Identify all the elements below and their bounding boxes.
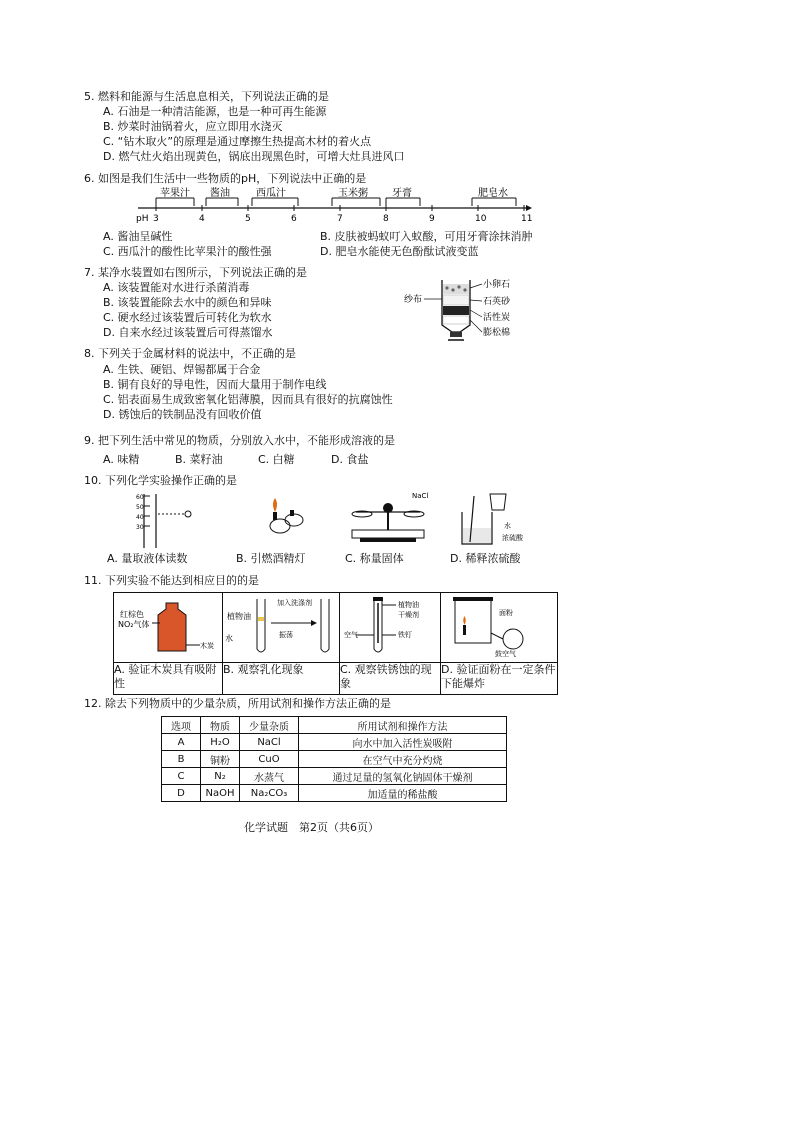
water-label: 水 bbox=[504, 522, 511, 530]
q6-option-a: A. 酱油呈碱性 bbox=[103, 230, 173, 243]
question-6-stem: 6. 如图是我们生活中一些物质的pH，下列说法中正确的是 bbox=[84, 172, 367, 185]
q10-option-a: A. 量取液体读数 bbox=[107, 552, 188, 565]
q12-cell: H₂O bbox=[201, 734, 240, 751]
question-8-stem: 8. 下列关于金属材料的说法中，不正确的是 bbox=[84, 347, 296, 360]
q5-option-d: D. 燃气灶火焰出现黄色，锅底出现黑色时，可增大灶具进风口 bbox=[103, 150, 405, 163]
gas-bottle-icon bbox=[114, 593, 222, 658]
q8-option-b: B. 铜有良好的导电性，因而大量用于制作电线 bbox=[103, 378, 327, 391]
question-10 bbox=[84, 473, 237, 488]
emulsion-tubes-icon bbox=[223, 593, 339, 658]
q12-header-method: 所用试剂和操作方法 bbox=[299, 717, 507, 734]
pebble-label: 小卵石 bbox=[483, 280, 511, 290]
table-row bbox=[162, 751, 507, 768]
q12-cell: CuO bbox=[240, 751, 299, 768]
cotton-label: 膨松棉 bbox=[483, 328, 511, 338]
substance-label-soap: 肥皂水 bbox=[478, 188, 508, 199]
q7-option-a: A. 该装置能对水进行杀菌消毒 bbox=[103, 281, 250, 294]
acid-label: 浓硫酸 bbox=[502, 534, 523, 542]
q7-option-c: C. 硬水经过该装置后可转化为软水 bbox=[103, 311, 272, 324]
quartz-label: 石英砂 bbox=[483, 297, 511, 307]
ph-tick-label: 10 bbox=[475, 214, 487, 224]
table-row bbox=[162, 768, 507, 785]
q11-caption-d: D. 验证面粉在一定条件下能爆炸 bbox=[441, 663, 558, 695]
beaker-icon bbox=[462, 494, 524, 544]
q11-cell-a-figure bbox=[114, 593, 223, 663]
layer-carbon bbox=[443, 306, 469, 315]
rust-tube-icon bbox=[340, 593, 440, 658]
ph-tick-label: 5 bbox=[245, 214, 251, 224]
ph-scale-figure bbox=[134, 186, 534, 224]
question-12 bbox=[84, 696, 391, 711]
q11c-label-nail: 铁钉 bbox=[398, 631, 412, 639]
q8-option-c: C. 铝表面易生成致密氧化铝薄膜，因而具有很好的抗腐蚀性 bbox=[103, 393, 393, 406]
question-10-stem: 10. 下列化学实验操作正确的是 bbox=[84, 474, 237, 487]
question-12-stem: 12. 除去下列物质中的少量杂质，所用试剂和操作方法正确的是 bbox=[84, 697, 391, 710]
ph-tick-label: 4 bbox=[199, 214, 205, 224]
q10-option-c: C. 称量固体 bbox=[345, 552, 404, 565]
q12-cell: 通过足量的氢氧化钠固体干燥剂 bbox=[299, 768, 507, 785]
q5-option-b: B. 炒菜时油锅着火，应立即用水浇灭 bbox=[103, 120, 283, 133]
q11-cell-c-figure bbox=[340, 593, 441, 663]
table-row bbox=[162, 734, 507, 751]
layer-cotton bbox=[443, 316, 469, 324]
q11-cell-d-figure bbox=[441, 593, 558, 663]
q9-option-c: C. 白糖 bbox=[258, 453, 295, 466]
flour-explosion-icon bbox=[441, 593, 557, 658]
cyl-tick-60: 60 bbox=[136, 494, 144, 501]
q11-caption-b: B. 观察乳化现象 bbox=[223, 663, 340, 695]
q8-option-d: D. 锈蚀后的铁制品没有回收价值 bbox=[103, 408, 262, 421]
q12-cell: A bbox=[162, 734, 201, 751]
q11d-label-flour: 面粉 bbox=[499, 609, 513, 617]
q12-cell: D bbox=[162, 785, 201, 802]
ph-tick-label: 11 bbox=[521, 214, 533, 224]
cyl-tick-30: 30 bbox=[136, 524, 144, 531]
cyl-tick-40: 40 bbox=[136, 514, 144, 521]
ph-tick-label: 3 bbox=[153, 214, 159, 224]
question-11 bbox=[84, 573, 259, 588]
nacl-label: NaCl bbox=[412, 492, 429, 500]
q11b-label-detergent: 加入洗涤剂 bbox=[277, 599, 312, 607]
q12-header-substance: 物质 bbox=[201, 717, 240, 734]
q11c-label-air: 空气 bbox=[344, 631, 358, 639]
ph-axis-label: pH bbox=[136, 214, 149, 224]
q12-cell: 在空气中充分灼烧 bbox=[299, 751, 507, 768]
q6-option-b: B. 皮肤被蚂蚁叮入蚁酸，可用牙膏涂抹消肿 bbox=[320, 230, 533, 243]
q12-cell: NaCl bbox=[240, 734, 299, 751]
q10-figures bbox=[130, 490, 530, 550]
q12-cell: C bbox=[162, 768, 201, 785]
cyl-tick-50: 50 bbox=[136, 504, 144, 511]
q7-option-d: D. 自来水经过该装置后可得蒸馏水 bbox=[103, 326, 273, 339]
page-footer: 化学试题 第2页（共6页） bbox=[244, 821, 379, 834]
question-5 bbox=[84, 89, 329, 104]
q11b-label-shake: 振荡 bbox=[279, 631, 293, 639]
q10-option-d: D. 稀释浓硫酸 bbox=[450, 552, 521, 565]
question-7-stem: 7. 某净水装置如右图所示，下列说法正确的是 bbox=[84, 266, 307, 279]
q8-option-a: A. 生铁、硬铝、焊锡都属于合金 bbox=[103, 363, 261, 376]
q9-option-d: D. 食盐 bbox=[331, 453, 369, 466]
layer-quartz bbox=[443, 295, 469, 305]
q6-option-d: D. 肥皂水能使无色酚酞试液变蓝 bbox=[320, 245, 479, 258]
q12-header-impurity: 少量杂质 bbox=[240, 717, 299, 734]
graduated-cylinder-icon bbox=[136, 494, 191, 548]
q12-cell: N₂ bbox=[201, 768, 240, 785]
table-row bbox=[162, 785, 507, 802]
q11a-label-charcoal: 木炭 bbox=[200, 642, 214, 650]
q5-option-c: C. “钻木取火”的原理是通过摩擦生热提高木材的着火点 bbox=[103, 135, 372, 148]
substance-bracket-apple bbox=[156, 186, 194, 206]
substance-label-toothpaste: 牙膏 bbox=[392, 188, 412, 199]
ph-tick-label: 9 bbox=[429, 214, 435, 224]
q11d-label-air: 鼓空气 bbox=[495, 650, 516, 658]
substance-bracket-toothpaste bbox=[386, 187, 420, 206]
q11-caption-c: C. 观察铁锈蚀的现象 bbox=[340, 663, 441, 695]
q12-cell: 向水中加入活性炭吸附 bbox=[299, 734, 507, 751]
q12-header-option: 选项 bbox=[162, 717, 201, 734]
q7-option-b: B. 该装置能除去水中的颜色和异味 bbox=[103, 296, 272, 309]
ph-tick-label: 8 bbox=[383, 214, 389, 224]
carbon-label: 活性炭 bbox=[483, 313, 511, 323]
substance-label-watermelon: 西瓜汁 bbox=[256, 188, 286, 199]
water-purifier-figure bbox=[402, 270, 532, 350]
question-7 bbox=[84, 265, 307, 280]
q11b-label-oil: 植物油 bbox=[227, 612, 251, 621]
ph-tick-label: 7 bbox=[337, 214, 343, 224]
gauze-label: 纱布 bbox=[404, 295, 423, 305]
substance-bracket-soy bbox=[206, 186, 238, 206]
substance-label-soy: 酱油 bbox=[210, 188, 230, 199]
balance-icon bbox=[352, 492, 428, 542]
question-9-stem: 9. 把下列生活中常见的物质，分别放入水中，不能形成溶液的是 bbox=[84, 434, 395, 447]
q12-header-row bbox=[162, 717, 507, 734]
q9-option-b: B. 菜籽油 bbox=[175, 453, 223, 466]
ph-tick-label: 6 bbox=[291, 214, 297, 224]
q12-cell: 铜粉 bbox=[201, 751, 240, 768]
q11-caption-a: A. 验证木炭具有吸附性 bbox=[114, 663, 223, 695]
question-6 bbox=[84, 171, 366, 186]
substance-bracket-corn bbox=[332, 186, 380, 206]
q11-experiment-table bbox=[113, 592, 558, 695]
q5-option-a: A. 石油是一种清洁能源，也是一种可再生能源 bbox=[103, 105, 327, 118]
q11-cell-b-figure bbox=[223, 593, 340, 663]
q12-cell: B bbox=[162, 751, 201, 768]
q12-cell: 水蒸气 bbox=[240, 768, 299, 785]
q6-option-c: C. 西瓜汁的酸性比苹果汁的酸性强 bbox=[103, 245, 272, 258]
substance-bracket-watermelon bbox=[252, 186, 298, 206]
q11c-label-desiccant: 干燥剂 bbox=[398, 611, 419, 619]
question-9 bbox=[84, 433, 395, 448]
q12-table bbox=[161, 716, 507, 802]
q12-cell: Na₂CO₃ bbox=[240, 785, 299, 802]
q11c-label-oil: 植物油 bbox=[398, 601, 419, 609]
q12-cell: NaOH bbox=[201, 785, 240, 802]
q12-cell: 加适量的稀盐酸 bbox=[299, 785, 507, 802]
substance-bracket-soap bbox=[472, 186, 516, 206]
question-11-stem: 11. 下列实验不能达到相应目的的是 bbox=[84, 574, 259, 587]
q11b-label-water: 水 bbox=[225, 634, 233, 643]
substance-label-corn: 玉米粥 bbox=[338, 188, 368, 199]
outlet bbox=[450, 332, 462, 337]
alcohol-lamp-icon bbox=[270, 498, 303, 533]
q9-option-a: A. 味精 bbox=[103, 453, 140, 466]
question-8 bbox=[84, 346, 296, 361]
ph-axis-arrow bbox=[526, 205, 532, 211]
q10-option-b: B. 引燃酒精灯 bbox=[236, 552, 306, 565]
q11a-label-color: 红棕色 bbox=[120, 610, 144, 619]
q11a-label-gas: NO₂气体 bbox=[118, 620, 150, 629]
question-5-stem: 5. 燃料和能源与生活息息相关，下列说法正确的是 bbox=[84, 90, 329, 103]
substance-label-apple: 苹果汁 bbox=[160, 188, 190, 199]
